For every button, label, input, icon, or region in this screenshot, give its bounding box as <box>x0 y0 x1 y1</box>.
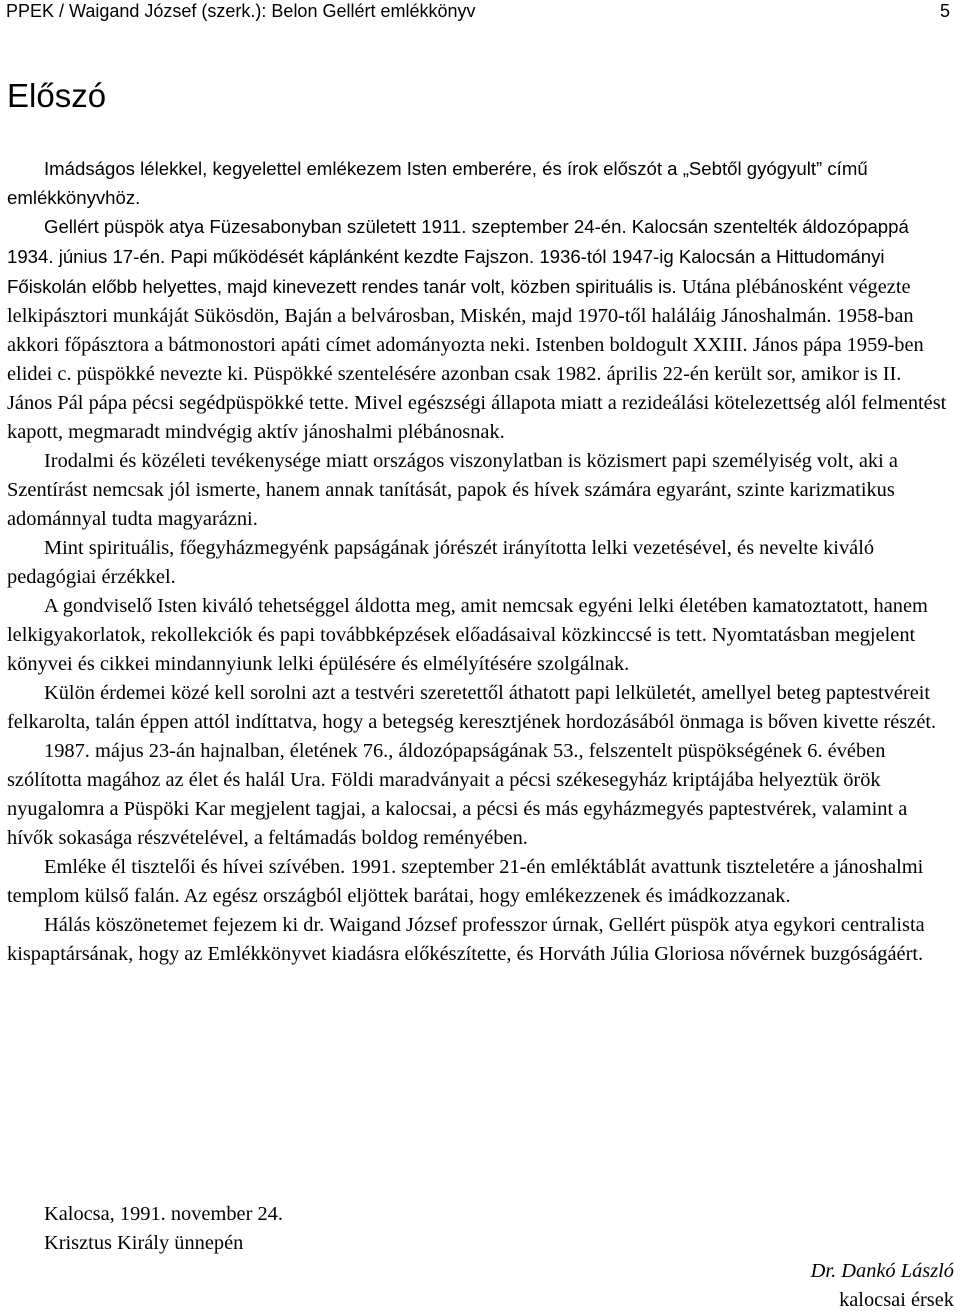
paragraph-activity: Irodalmi és közéleti tevékenysége miatt országos viszonylatban is közismert papi személyiség volt, aki a Szentírást nemcsak jól ismerte, hanem annak tanítását, papok és hívek számára egyaránt, szinte karizmatikus adománnyal tudta magyarázni. <box>7 450 898 530</box>
paragraph-biography-part2: Utána plébánosként végezte lelkipásztori munkáját Sükösdön, Baján a belvárosban, Miskén, majd 1970-től haláláig Jánoshalmán. 1958-ban akkori főpásztora a bátmonostori apáti címet adományozta neki. Istenben boldogult XXIII. János pápa 1959-ben elidei c. püspökké nevezte ki. Püspökké szentelésére azonban csak 1982. április 22-én került sor, amikor is II. János Pál pápa pécsi segédpüspökké tette. Mivel egészségi állapota miatt a rezideálási kötelezettség alól felmentést kapott, megmaradt mindvégig aktív jánoshalmi plébánosnak. <box>7 276 947 443</box>
header-title: PPEK / Waigand József (szerk.): Belon Gellért emlékkönyv <box>6 1 476 21</box>
paragraph-intro: Imádságos lélekkel, kegyelettel emlékezem Isten emberére, és írok előszót a „Sebtől gyógyult” című emlékkönyvhöz. <box>7 158 868 208</box>
paragraph-memory: Emléke él tisztelői és hívei szívében. 1991. szeptember 21-én emléktáblát avattunk tiszteletére a jánoshalmi templom külső falán. Az egész országból eljöttek barátai, hogy emlékezzenek és imádkozzanak. <box>7 856 924 907</box>
paragraph-thanks: Hálás köszönetemet fejezem ki dr. Waigand József professzor úrnak, Gellért püspök atya egykori centralista kispaptársának, hogy az Emlékkönyvet kiadásra előkészítette, és Horváth Júlia Gloriosa nővérnek buzgóságáért. <box>7 914 925 965</box>
closing-place-date: Kalocsa, 1991. november 24. <box>44 1203 283 1225</box>
running-header <box>6 0 956 22</box>
signature-name: Dr. Dankó László <box>810 1260 954 1282</box>
paragraph-spiritual: Mint spirituális, főegyházmegyénk papságának jórészét irányította lelki vezetésével, és nevelte kiváló pedagógiai érzékkel. <box>7 537 875 588</box>
paragraph-talent: A gondviselő Isten kiváló tehetséggel áldotta meg, amit nemcsak egyéni lelki életében kamatoztatott, hanem lelkigyakorlatok, rekollekciók és papi továbbképzések előadásaival közkinccsé is tett. Nyomtatásban megjelent könyvei és cikkei mindannyiunk lelki épülésére és elmélyítésére szolgálnak. <box>7 595 928 675</box>
paragraph-merits: Külön érdemei közé kell sorolni azt a testvéri szeretettől áthatott papi lelkületét, amellyel beteg paptestvéreit felkarolta, talán éppen attól indíttatva, hogy a betegség keresztjének hordozásából önmaga is bőven kivette részét. <box>7 682 937 733</box>
closing-dateline <box>44 1200 283 1258</box>
chapter-title: Előszó <box>7 77 107 114</box>
closing-feast: Krisztus Király ünnepén <box>44 1232 244 1254</box>
body-text <box>7 154 951 969</box>
paragraph-biography <box>7 212 951 447</box>
signature-block <box>811 1257 954 1315</box>
paragraph-death: 1987. május 23-án hajnalban, életének 76., áldozópapságának 53., felszentelt püspökségének 6. évében szólította magához az élet és halál Ura. Földi maradványait a pécsi székesegyház kriptájába helyeztük örök nyugalomra a Püspöki Kar megjelent tagjai, a kalocsai, a pécsi és más egyházmegyés paptestvérek, valamint a hívők sokasága részvételével, a feltámadás boldog reményében. <box>7 740 908 849</box>
page-number: 5 <box>939 1 950 21</box>
signature-role: kalocsai érsek <box>839 1289 954 1311</box>
paragraph-biography-part1: Gellért püspök atya Füzesabonyban született 1911. szeptember 24-én. Kalocsán szentelték áldozópappá 1934. június 17-én. Papi működését káplánként kezdte Fajszon. 1936-tól 1947-ig Kalocsán a Hittudományi Főiskolán előbb helyettes, majd kinevezett rendes tanár volt, közben spirituális is. <box>7 216 909 297</box>
